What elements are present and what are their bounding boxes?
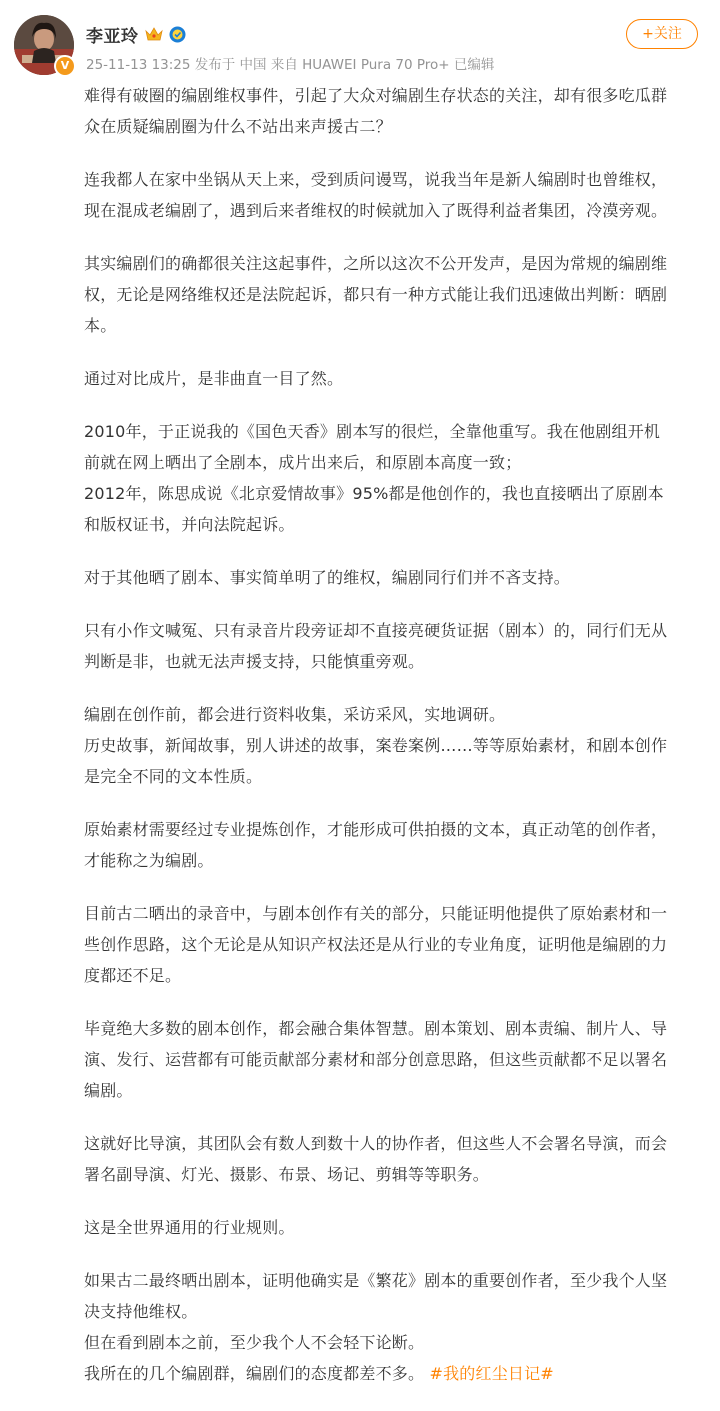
user-name[interactable]: 李亚玲 [86, 26, 139, 47]
avatar[interactable] [14, 15, 74, 75]
paragraph-last [84, 1265, 704, 1389]
paragraph: 这就好比导演，其团队会有数人到数十人的协作者，但这些人不会署名导演，而会 署名副导演、灯光、摄影、布景、场记、剪辑等等职务。 [84, 1134, 668, 1184]
paragraph: 难得有破圈的编剧维权事件，引起了大众对编剧生存状态的关注，却有很多吃瓜群 众在质疑编剧圈为什么不站出来声援古二？ [84, 86, 668, 136]
post-body [84, 80, 704, 1411]
paragraph: 毕竟绝大多数的剧本创作，都会融合集体智慧。剧本策划、剧本责编、制片人、导 演、发行、运营都有可能贡献部分素材和部分创意思路，但这些贡献都不足以署名 编剧。 [84, 1019, 668, 1100]
paragraph: 目前古二晒出的录音中，与剧本创作有关的部分，只能证明他提供了原始素材和一 些创作思路，这个无论是从知识产权法还是从行业的专业角度，证明他是编剧的力 度都还不足。 [84, 904, 668, 985]
paragraph: 通过对比成片，是非曲直一目了然。 [84, 369, 344, 388]
paragraph: 其实编剧们的确都很关注这起事件，之所以这次不公开发声，是因为常规的编剧维 权，无论是网络维权还是法院起诉，都只有一种方式能让我们迅速做出判断：晒剧 本。 [84, 254, 668, 335]
paragraph: 这是全世界通用的行业规则。 [84, 1218, 295, 1237]
paragraph: 连我都人在家中坐锅从天上来，受到质问谩骂，说我当年是新人编剧时也曾维权， 现在混成老编剧了，遇到后来者维权的时候就加入了既得利益者集团，冷漠旁观。 [84, 170, 668, 220]
hashtag-link[interactable]: #我的红尘日记# [429, 1364, 554, 1383]
post-header [0, 0, 720, 80]
paragraph: 2010年，于正说我的《国色天香》剧本写的很烂，全靠他重写。我在他剧组开机 前就在网上晒出了全剧本，成片出来后，和原剧本高度一致； 2012年，陈思成说《北京爱情故事》95%都是他创作的，我也直接晒出了原剧本 和版权证书，并向法院起诉。 [84, 422, 664, 534]
paragraph: 原始素材需要经过专业提炼创作，才能形成可供拍摄的文本，真正动笔的创作者， 才能称之为编剧。 [84, 820, 668, 870]
verified-v-icon: V [54, 55, 76, 77]
follow-button[interactable]: +关注 [626, 19, 698, 49]
crown-icon [145, 26, 163, 42]
blue-badge-icon [169, 26, 186, 43]
paragraph: 对于其他晒了剧本、事实简单明了的维权，编剧同行们并不吝支持。 [84, 568, 571, 587]
paragraph-last-text: 如果古二最终晒出剧本，证明他确实是《繁花》剧本的重要创作者，至少我个人坚 决支持他维权。 但在看到剧本之前，至少我个人不会轻下论断。 我所在的几个编剧群，编剧们的态度都差不多。 [84, 1271, 668, 1383]
post-meta: 25-11-13 13:25 发布于 中国 来自 HUAWEI Pura 70 Pro+ 已编辑 [86, 57, 495, 73]
paragraph: 编剧在创作前，都会进行资料收集，采访采风，实地调研。 历史故事，新闻故事，别人讲述的故事，案卷案例……等等原始素材，和剧本创作 是完全不同的文本性质。 [84, 705, 668, 786]
paragraph: 只有小作文喊冤、只有录音片段旁证却不直接亮硬货证据（剧本）的，同行们无从 判断是非，也就无法声援支持，只能慎重旁观。 [84, 621, 668, 671]
user-name-row [86, 22, 186, 46]
